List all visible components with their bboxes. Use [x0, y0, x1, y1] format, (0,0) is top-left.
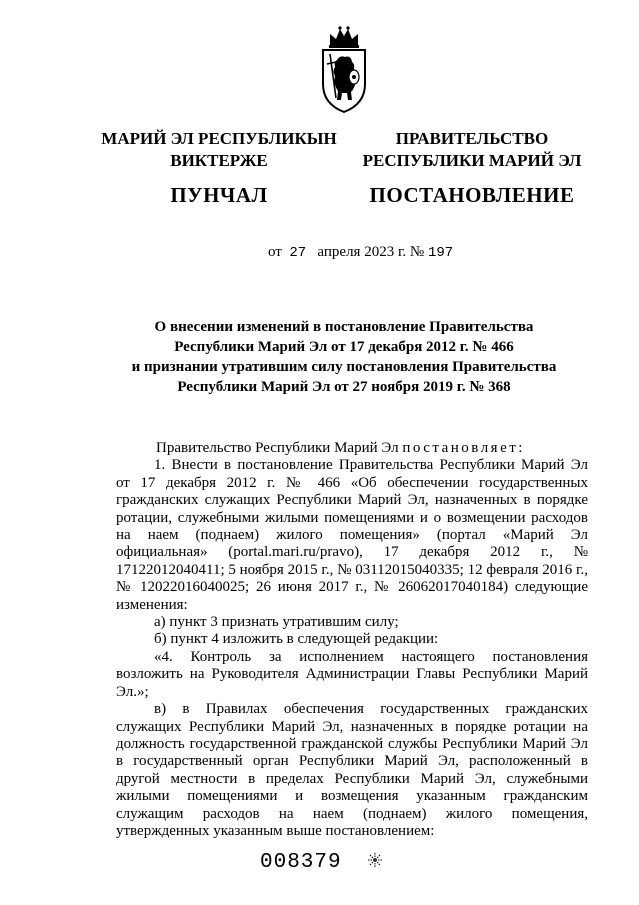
paragraph-v: в) в Правилах обеспечения государственных гражданских служащих Республики Марий Эл, назначенных в порядке ротации на должность государственной гражданской службы Республики Марий Эл в государственный орган Республики Марий Эл, расположенный в другой местности в пределах Республики Марий Эл, служебными жилыми помещениями и возмещения указанным гражданским служащим расходов на наем (поднаем) жилого помещения, утвержденных указанным выше постановлением: [116, 701, 588, 839]
paragraph-a: а) пункт 3 признать утратившим силу; [154, 614, 399, 631]
title-line-3: и признании утратившим силу постановления Правительства [131, 359, 557, 375]
title-line-1: О внесении изменений в постановление Правительства [154, 319, 534, 335]
preamble-colon: : [518, 440, 523, 456]
paragraph-4-quote: «4. Контроль за исполнением настоящего постановления возложить на Руководителя Администрации Главы Республики Марий Эл.»; [116, 648, 588, 700]
header-right-line2: РЕСПУБЛИКИ МАРИЙ ЭЛ [362, 151, 582, 170]
preamble-text: Правительство Республики Марий Эл [156, 440, 403, 456]
header-left-block [100, 128, 338, 206]
date-day: 27 [289, 245, 307, 261]
paragraph-1: 1. Внести в постановление Правительства Республики Марий Эл от 17 декабря 2012 г. № 466 «Об обеспечении государственных гражданских служащих Республики Марий Эл, назначенных в порядке ротации, служебными жилыми помещениями и о возмещении расходов на наем (поднаем) жилого помещения» (портал «Марий Эл официальная» (portal.mari.ru/pravo), 17 декабря 2012 г., № 17122012040411; 5 ноября 2015 г., № 03112015040335; 12 февраля 2016 г., № 12022016040025; 26 июня 2017 г., № 26062017040184) следующие изменения: [116, 457, 588, 613]
header-left-line2: ВИКТЕРЖЕ [170, 151, 268, 170]
paragraph-b: б) пункт 4 изложить в следующей редакции: [154, 631, 439, 648]
document-number: 197 [427, 245, 454, 261]
date-month-year: апреля 2023 г. № [317, 244, 425, 260]
coat-of-arms-icon [320, 24, 368, 114]
header-left-doc-type: ПУНЧАЛ [170, 183, 268, 207]
date-prefix: от [268, 244, 282, 260]
header-right-doc-type: ПОСТАНОВЛЕНИЕ [369, 183, 575, 207]
form-serial-number: 008379 [260, 851, 342, 874]
header-right-line1: ПРАВИТЕЛЬСТВО [395, 129, 549, 148]
preamble [116, 440, 588, 457]
document-title [128, 317, 560, 397]
document-date-line [268, 244, 453, 261]
title-line-4: Республики Марий Эл от 27 ноября 2019 г. № 368 [177, 379, 511, 395]
header-right-block [352, 128, 592, 206]
preamble-spaced-word: постановляет [402, 440, 519, 456]
document-body [116, 440, 588, 840]
snowflake-star-icon [368, 853, 382, 867]
title-line-2: Республики Марий Эл от 17 декабря 2012 г. № 466 [174, 339, 514, 355]
header-left-line1: МАРИЙ ЭЛ РЕСПУБЛИКЫН [101, 129, 337, 148]
